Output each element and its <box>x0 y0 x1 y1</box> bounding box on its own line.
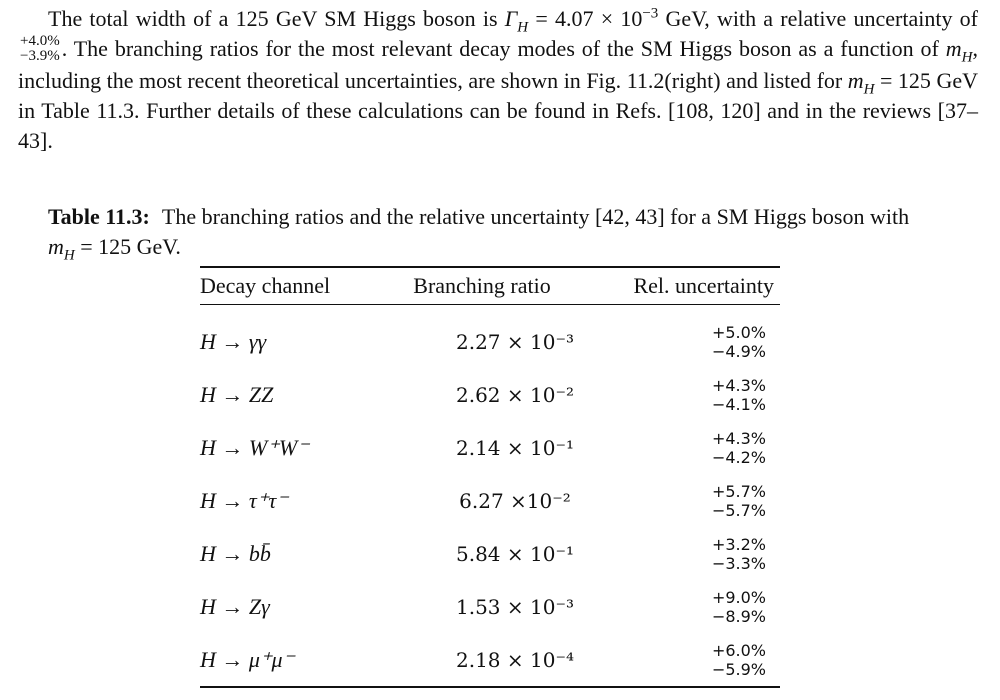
mass-subscript: H <box>63 247 75 264</box>
uncertainty-minus: −4.9% <box>711 342 766 361</box>
rel-uncertainty <box>600 323 780 361</box>
decay-channel: H → τ⁺τ⁻ <box>200 488 288 513</box>
gamma-subscript: H <box>517 19 529 36</box>
rel-uncertainty <box>600 535 780 573</box>
rel-uncertainty <box>600 429 780 467</box>
branching-ratio: 2.14 × 10⁻¹ <box>455 436 575 460</box>
decay-channel: H → μ⁺μ⁻ <box>200 647 295 672</box>
table-caption <box>48 202 928 262</box>
rel-uncertainty <box>600 376 780 414</box>
table-row <box>200 422 780 474</box>
uncertainty-plus: +5.7% <box>711 482 766 501</box>
uncertainty-plus: +6.0% <box>711 641 766 660</box>
uncertainty-minus: −4.2% <box>711 448 766 467</box>
header-decay-channel: Decay channel <box>200 273 331 298</box>
para-text: GeV, with a relative uncertainty of <box>658 6 978 31</box>
uncertainty-plus: +5.0% <box>711 323 766 342</box>
branching-ratio: 6.27 ×10⁻² <box>459 489 571 513</box>
uncertainty-minus: −5.9% <box>711 660 766 679</box>
mass-symbol: m <box>48 234 64 259</box>
header-rel-uncertainty: Rel. uncertainty <box>633 273 774 298</box>
decay-channel: H → ZZ <box>200 382 274 407</box>
table-row <box>200 475 780 527</box>
caption-text: = 125 GeV. <box>74 234 181 259</box>
para-text: . The branching ratios for the most relevant decay modes of the SM Higgs boson as a function of <box>61 36 946 61</box>
decay-channel: H → bb̄ <box>200 541 271 566</box>
mass-subscript: H <box>961 49 973 66</box>
mass-symbol: m <box>847 67 864 93</box>
rel-uncertainty <box>600 588 780 626</box>
mass-subscript: H <box>863 81 875 98</box>
gamma-symbol: Γ <box>504 6 518 31</box>
table-header-row <box>200 268 780 304</box>
uncertainty-plus: +9.0% <box>711 588 766 607</box>
uncertainty-minus: −8.9% <box>711 607 766 626</box>
uncertainty-minus: −4.1% <box>711 395 766 414</box>
uncertainty-minus: −3.9% <box>20 47 60 64</box>
exponent: −3 <box>642 5 659 22</box>
caption-text: The branching ratios and the relative uncertainty [42, 43] for a SM Higgs boson with <box>161 204 910 229</box>
caption-label: Table 11.3: <box>48 204 150 229</box>
table-row <box>200 316 780 368</box>
table-row <box>200 369 780 421</box>
header-branching-ratio: Branching ratio <box>413 273 551 298</box>
rel-uncertainty <box>600 641 780 679</box>
para-text: The total width of a 125 GeV SM Higgs boson is <box>48 6 505 31</box>
branching-ratio: 5.84 × 10⁻¹ <box>455 542 575 566</box>
table-row <box>200 528 780 580</box>
uncertainty-plus: +4.3% <box>711 429 766 448</box>
uncertainty-minus: −5.7% <box>711 501 766 520</box>
intro-paragraph <box>18 4 978 156</box>
decay-channel: H → Zγ <box>200 594 270 619</box>
table-bottom-rule <box>200 686 780 688</box>
uncertainty-plus: +4.0% <box>20 32 60 49</box>
rel-uncertainty <box>600 482 780 520</box>
branching-ratio: 2.18 × 10⁻⁴ <box>455 648 575 672</box>
uncertainty-plus: +3.2% <box>711 535 766 554</box>
branching-ratio-table <box>200 266 780 679</box>
para-text: = 4.07 × 10 <box>528 6 643 31</box>
table-header-rule <box>200 304 780 305</box>
branching-ratio: 2.27 × 10⁻³ <box>455 330 575 354</box>
branching-ratio: 1.53 × 10⁻³ <box>455 595 575 619</box>
mass-symbol: m <box>945 36 962 61</box>
uncertainty-minus: −3.3% <box>711 554 766 573</box>
para-text: = 125 GeV in Table 11.3. Further details of these calculations can be found in Refs. [108, 120] and in the reviews [37–43]. <box>18 67 978 153</box>
para-text: , including the most recent theoretical uncertainties, are shown in Fig. 11.2(right) and listed for <box>18 36 978 93</box>
table-row <box>200 581 780 633</box>
branching-ratio: 2.62 × 10⁻² <box>455 383 575 407</box>
width-uncertainty <box>20 34 60 64</box>
decay-channel: H → γγ <box>200 329 267 354</box>
uncertainty-plus: +4.3% <box>711 376 766 395</box>
decay-channel: H → W⁺W⁻ <box>200 435 309 460</box>
table-row <box>200 634 780 686</box>
